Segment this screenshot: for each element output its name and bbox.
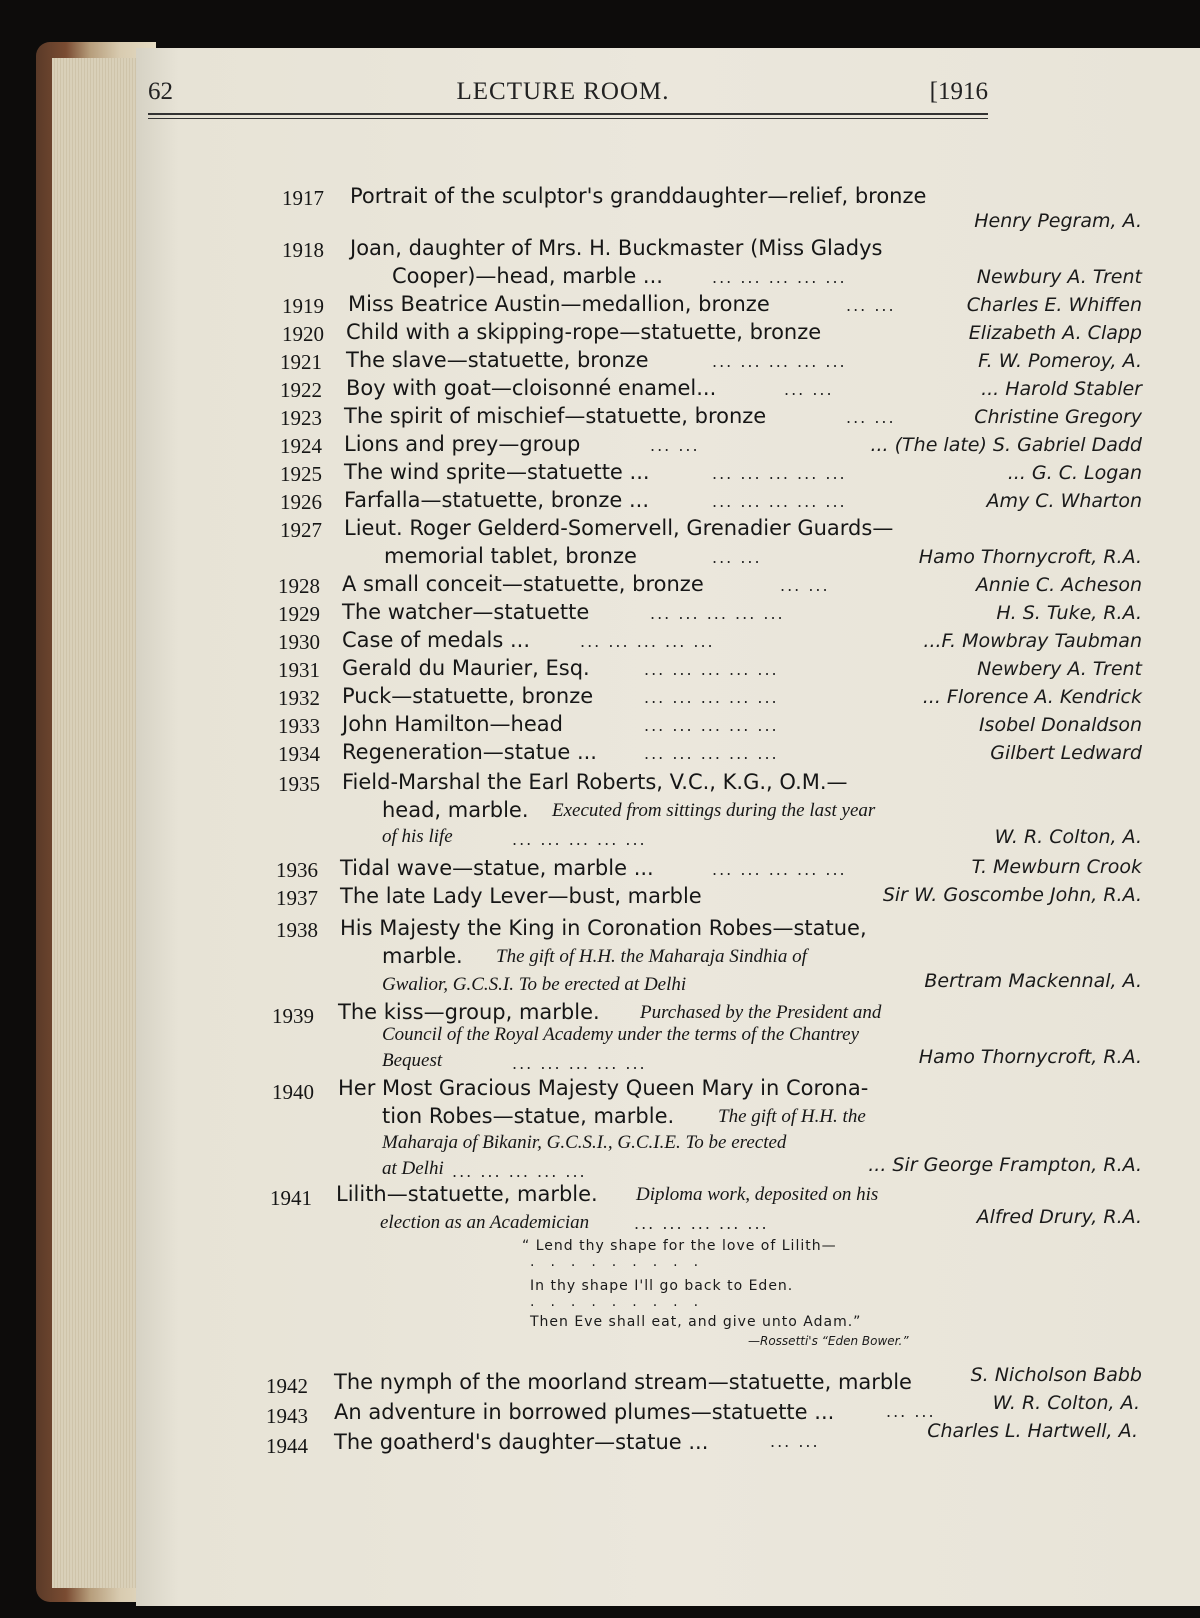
- entry-title: Regeneration—statue ...: [342, 740, 597, 764]
- entry-artist: Henry Pegram, A.: [974, 210, 1142, 232]
- entry-number: 1919: [282, 294, 324, 318]
- leader-dots: ... ... ... ... ...: [712, 352, 847, 371]
- entry-title: Tidal wave—statue, marble ...: [340, 856, 654, 880]
- entry-number: 1936: [276, 858, 318, 882]
- leader-dots: ... ...: [780, 576, 830, 595]
- entry-number: 1926: [280, 490, 322, 514]
- entry-number: 1929: [278, 602, 320, 626]
- leader-dots: ... ...: [770, 1432, 820, 1451]
- entry-title: Farfalla—statuette, bronze ...: [344, 488, 650, 512]
- entry-artist: H. S. Tuke, R.A.: [996, 602, 1142, 624]
- entry-artist: Gilbert Ledward: [990, 742, 1142, 764]
- header-rule: [148, 113, 988, 115]
- entry-note: Executed from sittings during the last year: [552, 800, 876, 821]
- entry-artist: ... (The late) S. Gabriel Dadd: [870, 434, 1142, 456]
- entry-title: The nymph of the moorland stream—statuette, marble: [334, 1370, 912, 1394]
- entry-artist: Bertram Mackennal, A.: [924, 970, 1142, 992]
- entry-title: Case of medals ...: [342, 628, 531, 652]
- poem-ellipsis: .........: [530, 1294, 715, 1310]
- entry-number: 1920: [282, 322, 324, 346]
- entry-number: 1931: [278, 658, 320, 682]
- entry-title: tion Robes—statue, marble.: [382, 1104, 675, 1128]
- entry-artist: ... Florence A. Kendrick: [922, 686, 1142, 708]
- entry-artist: Annie C. Acheson: [975, 574, 1142, 596]
- entry-number: 1939: [272, 1004, 314, 1028]
- leader-dots: ... ... ... ... ...: [644, 744, 779, 763]
- entry-title: The goatherd's daughter—statue ...: [334, 1430, 709, 1454]
- entry-title: Puck—statuette, bronze: [342, 684, 594, 708]
- leader-dots: ... ... ... ... ...: [644, 688, 779, 707]
- leader-dots: ... ... ... ... ...: [712, 860, 847, 879]
- entry-title: Portrait of the sculptor's granddaughter—relief, bronze: [350, 184, 927, 208]
- leader-dots: ... ...: [846, 408, 896, 427]
- entry-number: 1934: [278, 742, 320, 766]
- entry-note: Council of the Royal Academy under the terms of the Chantrey: [382, 1024, 860, 1045]
- entry-artist: S. Nicholson Babb: [970, 1364, 1142, 1386]
- leader-dots: ... ... ... ... ...: [712, 492, 847, 511]
- entry-artist: ... Harold Stabler: [981, 378, 1142, 400]
- entry-title: Lieut. Roger Gelderd-Somervell, Grenadier Guards—: [344, 516, 894, 540]
- poem-attribution: —Rossetti's “Eden Bower.”: [748, 1334, 909, 1348]
- entry-title: John Hamilton—head: [342, 712, 563, 736]
- leader-dots: ... ... ... ... ...: [650, 604, 785, 623]
- entry-artist: Charles L. Hartwell, A.: [927, 1420, 1138, 1442]
- entry-note: at Delhi: [382, 1158, 444, 1179]
- entry-number: 1944: [266, 1434, 308, 1458]
- entry-artist: W. R. Colton, A.: [994, 826, 1142, 848]
- entry-artist: ... G. C. Logan: [1007, 462, 1142, 484]
- leader-dots: ... ... ... ... ...: [634, 1214, 769, 1233]
- entry-number: 1941: [270, 1186, 312, 1210]
- entry-number: 1942: [266, 1374, 308, 1398]
- leader-dots: ... ... ... ... ...: [644, 716, 779, 735]
- leader-dots: ... ... ... ... ...: [452, 1162, 587, 1181]
- running-header: [148, 78, 988, 118]
- entry-number: 1933: [278, 714, 320, 738]
- leader-dots: ... ... ... ... ...: [644, 660, 779, 679]
- poem-line: In thy shape I'll go back to Eden.: [530, 1278, 794, 1294]
- entry-artist: Amy C. Wharton: [986, 490, 1142, 512]
- leader-dots: ... ...: [650, 436, 700, 455]
- entry-title: Her Most Gracious Majesty Queen Mary in Corona-: [338, 1076, 869, 1100]
- entry-title: The spirit of mischief—statuette, bronze: [344, 404, 767, 428]
- entry-number: 1922: [280, 378, 322, 402]
- entry-title: Joan, daughter of Mrs. H. Buckmaster (Miss Gladys: [350, 236, 883, 260]
- entry-note: of his life: [382, 826, 453, 847]
- entry-note: The gift of H.H. the Maharaja Sindhia of: [496, 946, 807, 967]
- entry-title: head, marble.: [382, 798, 529, 822]
- leader-dots: ... ... ... ... ...: [712, 268, 847, 287]
- entry-number: 1943: [266, 1404, 308, 1428]
- leader-dots: ... ... ... ... ...: [512, 830, 647, 849]
- poem-line: “ Lend thy shape for the love of Lilith—: [522, 1238, 837, 1254]
- entry-artist: Sir W. Goscombe John, R.A.: [882, 884, 1142, 906]
- entry-title: The slave—statuette, bronze: [346, 348, 649, 372]
- entry-artist: ... Sir George Frampton, R.A.: [868, 1154, 1142, 1176]
- entry-artist: Isobel Donaldson: [978, 714, 1142, 736]
- entry-note: Diploma work, deposited on his: [636, 1184, 879, 1205]
- entry-title: Lions and prey—group: [344, 432, 581, 456]
- entry-title: Field-Marshal the Earl Roberts, V.C., K.G., O.M.—: [342, 770, 848, 794]
- entry-artist: Alfred Drury, R.A.: [976, 1206, 1142, 1228]
- entry-title: The wind sprite—statuette ...: [344, 460, 650, 484]
- entry-title: The late Lady Lever—bust, marble: [340, 884, 702, 908]
- leader-dots: ... ...: [846, 296, 896, 315]
- entry-artist: ...F. Mowbray Taubman: [923, 630, 1142, 652]
- poem-ellipsis: .........: [530, 1254, 715, 1270]
- header-year: [1916: [929, 78, 988, 105]
- entry-title: The watcher—statuette: [342, 600, 590, 624]
- entry-number: 1937: [276, 886, 318, 910]
- entry-title: memorial tablet, bronze: [384, 544, 637, 568]
- entry-artist: Christine Gregory: [974, 406, 1142, 428]
- entry-number: 1921: [280, 350, 322, 374]
- leader-dots: ... ...: [784, 380, 834, 399]
- leader-dots: ... ... ... ... ...: [580, 632, 715, 651]
- entry-number: 1924: [280, 434, 322, 458]
- entry-note: Maharaja of Bikanir, G.C.S.I., G.C.I.E. To be erected: [382, 1132, 787, 1153]
- entry-title: marble.: [382, 944, 463, 968]
- entry-artist: Elizabeth A. Clapp: [968, 322, 1142, 344]
- entry-note: election as an Academician: [380, 1212, 590, 1233]
- entry-note: Bequest: [382, 1050, 443, 1071]
- entry-artist: Charles E. Whiffen: [966, 294, 1142, 316]
- leader-dots: ... ...: [886, 1402, 936, 1421]
- entry-number: 1917: [282, 186, 324, 210]
- entry-number: 1918: [282, 238, 324, 262]
- entry-title: An adventure in borrowed plumes—statuette ...: [334, 1400, 835, 1424]
- entry-note: The gift of H.H. the: [718, 1106, 866, 1127]
- entry-title: The kiss—group, marble.: [338, 1000, 600, 1024]
- entry-note: Purchased by the President and: [640, 1002, 882, 1023]
- entry-number: 1938: [276, 918, 318, 942]
- entry-title: Child with a skipping-rope—statuette, bronze: [346, 320, 822, 344]
- entry-title: Miss Beatrice Austin—medallion, bronze: [348, 292, 770, 316]
- entry-artist: Hamo Thornycroft, R.A.: [918, 1046, 1142, 1068]
- leader-dots: ... ... ... ... ...: [512, 1054, 647, 1073]
- entry-number: 1923: [280, 406, 322, 430]
- entry-number: 1925: [280, 462, 322, 486]
- entry-title: His Majesty the King in Coronation Robes—statue,: [340, 916, 867, 940]
- entry-number: 1935: [278, 772, 320, 796]
- page-title: LECTURE ROOM.: [456, 78, 670, 105]
- entry-artist: F. W. Pomeroy, A.: [978, 350, 1142, 372]
- entry-title: Boy with goat—cloisonné enamel...: [346, 376, 717, 400]
- entry-number: 1932: [278, 686, 320, 710]
- entry-number: 1930: [278, 630, 320, 654]
- entry-artist: Hamo Thornycroft, R.A.: [918, 546, 1142, 568]
- entry-title: Gerald du Maurier, Esq.: [342, 656, 590, 680]
- leader-dots: ... ...: [712, 548, 762, 567]
- entry-number: 1928: [278, 574, 320, 598]
- entry-artist: W. R. Colton, A.: [992, 1392, 1140, 1414]
- header-rule: [148, 118, 988, 119]
- leader-dots: ... ... ... ... ...: [712, 464, 847, 483]
- entry-number: 1940: [272, 1080, 314, 1104]
- entry-artist: Newbery A. Trent: [977, 658, 1142, 680]
- entry-note: Gwalior, G.C.S.I. To be erected at Delhi: [382, 974, 687, 995]
- entry-artist: T. Mewburn Crook: [971, 856, 1142, 878]
- entry-title: A small conceit—statuette, bronze: [342, 572, 704, 596]
- entry-title: Lilith—statuette, marble.: [336, 1182, 598, 1206]
- poem-line: Then Eve shall eat, and give unto Adam.”: [530, 1314, 862, 1330]
- entry-number: 1927: [280, 518, 322, 542]
- entry-title: Cooper)—head, marble ...: [392, 264, 663, 288]
- page-number: 62: [148, 78, 173, 105]
- entry-artist: Newbury A. Trent: [976, 266, 1142, 288]
